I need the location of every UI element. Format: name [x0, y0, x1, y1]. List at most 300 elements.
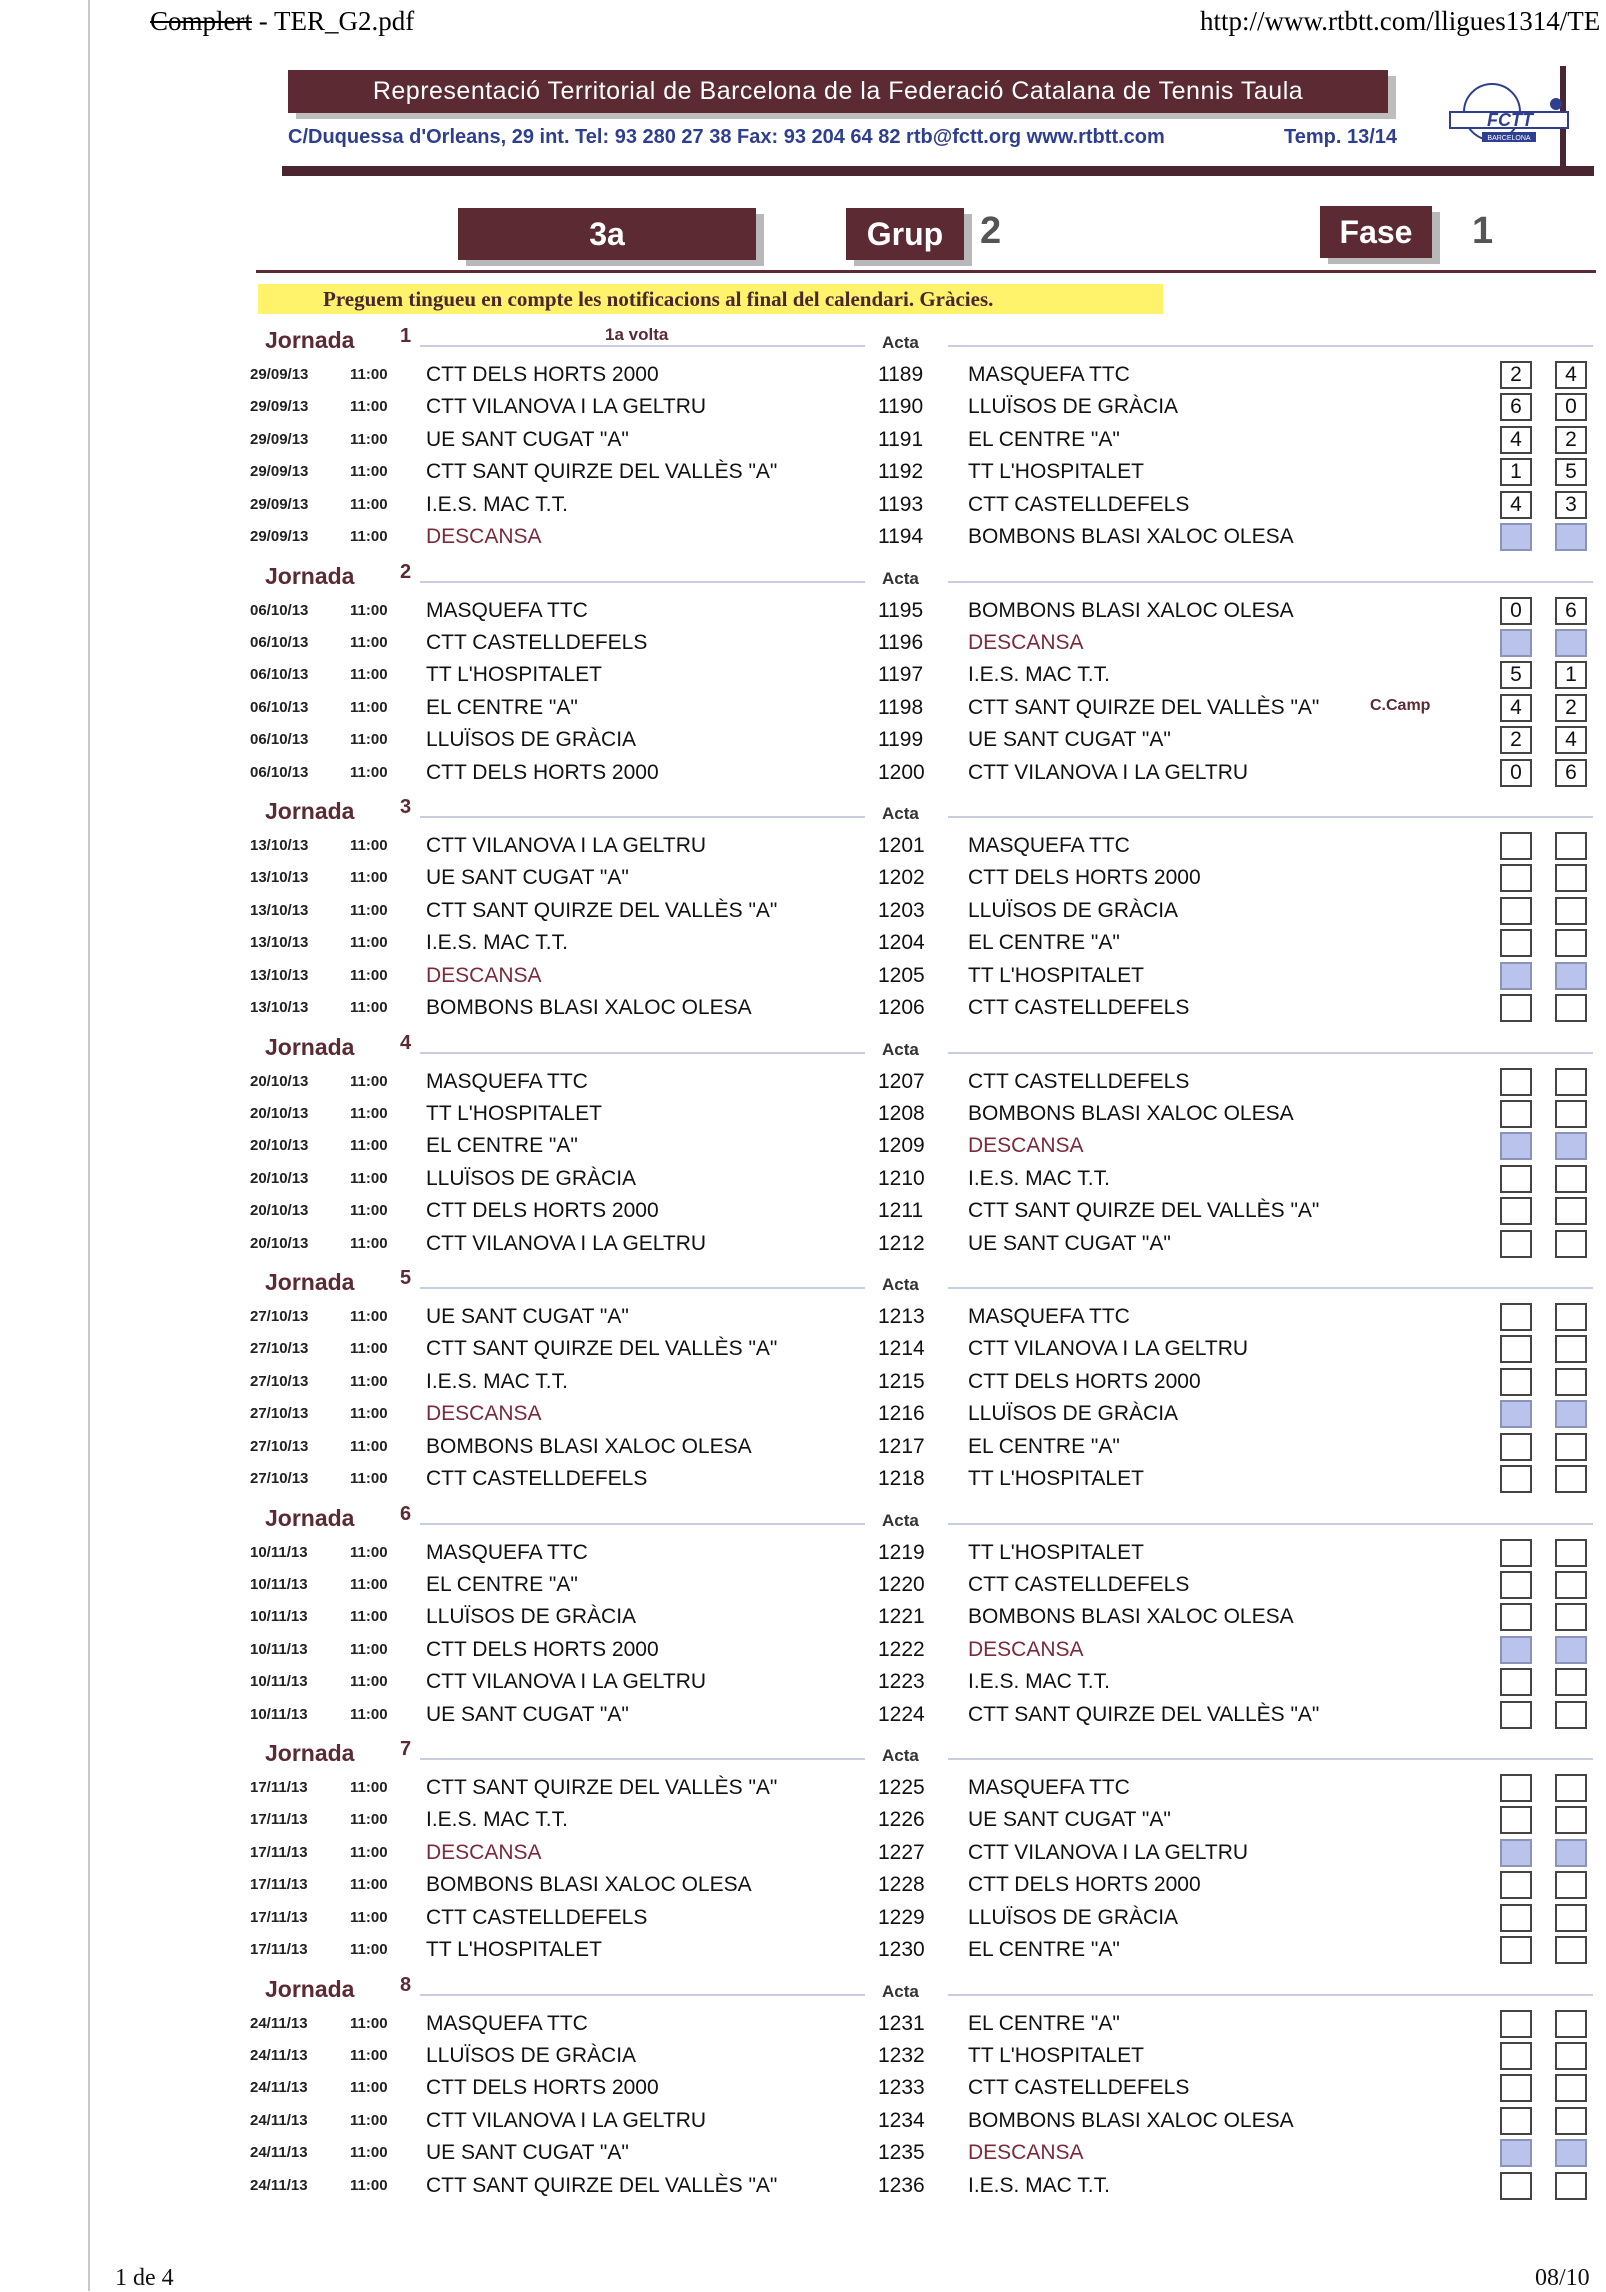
away-score-box[interactable] [1555, 1132, 1587, 1160]
match-date: 06/10/13 [250, 601, 309, 619]
match-time: 11:00 [350, 1340, 388, 1358]
home-team: UE SANT CUGAT "A" [426, 866, 629, 890]
acta-number: 1202 [878, 866, 925, 890]
jornada-rule-right [948, 345, 1593, 347]
away-team: MASQUEFA TTC [968, 1305, 1130, 1328]
home-score-box[interactable] [1500, 1433, 1532, 1461]
match-date: 24/11/13 [250, 2014, 308, 2032]
match-time: 11:00 [350, 2111, 388, 2129]
home-score-box[interactable] [1500, 1197, 1532, 1225]
away-score-box[interactable] [1555, 1668, 1587, 1696]
away-score-box[interactable] [1555, 2139, 1587, 2167]
away-score-box[interactable] [1555, 1368, 1587, 1396]
home-score-box[interactable] [1500, 1165, 1532, 1193]
away-team: CTT SANT QUIRZE DEL VALLÈS "A" [968, 695, 1320, 719]
away-score-box[interactable] [1555, 629, 1587, 657]
home-team: TT L'HOSPITALET [426, 1938, 602, 1961]
home-score-box[interactable] [1500, 1230, 1532, 1258]
match-time: 11:00 [350, 1543, 388, 1561]
match-date: 29/09/13 [250, 463, 309, 481]
match-date: 29/09/13 [250, 528, 309, 545]
home-team: I.E.S. MAC T.T. [426, 492, 568, 516]
match-time: 11:00 [350, 1779, 388, 1796]
match-time: 11:00 [350, 463, 388, 481]
jornada-number: 2 [400, 560, 412, 583]
away-team: MASQUEFA TTC [968, 834, 1130, 857]
home-team: BOMBONS BLASI XALOC OLESA [426, 1873, 752, 1897]
away-score-box[interactable] [1555, 864, 1587, 892]
match-date: 17/11/13 [250, 1941, 308, 1958]
match-date: 24/11/13 [250, 2176, 308, 2194]
away-score-box[interactable] [1555, 2172, 1587, 2200]
home-score-box[interactable] [1500, 1806, 1532, 1834]
match-date: 27/10/13 [250, 1437, 309, 1455]
away-score-box[interactable] [1555, 1936, 1587, 1964]
home-team: I.E.S. MAC T.T. [426, 1808, 568, 1832]
away-score-box[interactable] [1555, 1571, 1587, 1599]
match-date: 06/10/13 [250, 763, 309, 781]
title-struck-word: Complert [150, 6, 252, 36]
away-score-box[interactable] [1555, 1400, 1587, 1428]
match-date: 10/11/13 [250, 1543, 308, 1561]
home-team: CTT CASTELLDEFELS [426, 1905, 648, 1929]
acta-number: 1199 [878, 728, 924, 752]
home-team: CTT VILANOVA I LA GELTRU [426, 834, 707, 857]
home-team: EL CENTRE "A" [426, 1134, 578, 1158]
away-score-box[interactable]: 0 [1555, 393, 1587, 421]
match-date: 29/09/13 [250, 430, 309, 448]
away-score-box[interactable] [1555, 832, 1587, 860]
match-time: 11:00 [350, 2046, 388, 2064]
home-team: CTT SANT QUIRZE DEL VALLÈS "A" [426, 898, 778, 922]
match-date: 13/10/13 [250, 934, 309, 952]
away-score-box[interactable] [1555, 1904, 1587, 1932]
away-team: EL CENTRE "A" [968, 931, 1120, 955]
home-score-box[interactable] [1500, 1465, 1532, 1493]
phase-number: 1 [1472, 210, 1494, 252]
home-score-box[interactable] [1500, 2107, 1532, 2135]
match-date: 24/11/13 [250, 2079, 308, 2097]
away-team: TT L'HOSPITALET [968, 1540, 1144, 1564]
acta-number: 1224 [878, 1702, 925, 1726]
match-date: 17/11/13 [250, 1876, 308, 1894]
match-date: 17/11/13 [250, 1811, 308, 1829]
match-time: 11:00 [350, 1608, 388, 1626]
jornada-label: Jornada [265, 1504, 355, 1531]
jornada-rule-right [948, 1994, 1593, 1996]
home-score-box[interactable] [1500, 2139, 1532, 2167]
jornada-label: Jornada [265, 1033, 355, 1060]
acta-number: 1218 [878, 1467, 925, 1490]
acta-number: 1203 [878, 898, 925, 922]
away-team: UE SANT CUGAT "A" [968, 1231, 1171, 1255]
home-team: CTT SANT QUIRZE DEL VALLÈS "A" [426, 1776, 778, 1799]
home-score-box[interactable] [1500, 2172, 1532, 2200]
fctt-logo [1448, 78, 1570, 148]
away-score-box[interactable] [1555, 1433, 1587, 1461]
home-score-box[interactable] [1500, 1603, 1532, 1631]
away-score-box[interactable] [1555, 1335, 1587, 1363]
away-score-box[interactable]: 5 [1555, 458, 1587, 486]
match-time: 11:00 [350, 666, 388, 684]
match-date: 17/11/13 [250, 1908, 308, 1926]
match-date: 20/10/13 [250, 1234, 309, 1252]
match-date: 06/10/13 [250, 731, 309, 749]
match-time: 11:00 [350, 1811, 388, 1829]
match-date: 24/11/13 [250, 2111, 308, 2129]
acta-number: 1201 [878, 834, 925, 857]
acta-number: 1190 [878, 395, 924, 419]
away-score-box[interactable] [1555, 1871, 1587, 1899]
round-label: 1a volta [605, 325, 669, 344]
home-score-box[interactable] [1500, 832, 1532, 860]
home-team: LLUÏSOS DE GRÀCIA [426, 2043, 637, 2067]
home-team: UE SANT CUGAT "A" [426, 1305, 629, 1328]
acta-number: 1196 [878, 630, 924, 654]
home-score-box[interactable] [1500, 1668, 1532, 1696]
away-team: BOMBONS BLASI XALOC OLESA [968, 1101, 1294, 1125]
jornada-rule-left [420, 1994, 865, 1996]
acta-number: 1233 [878, 2076, 925, 2100]
acta-number: 1206 [878, 996, 925, 1019]
contact-details: C/Duquessa d'Orleans, 29 int. Tel: 93 280 27 38 Fax: 93 204 64 82 rtb@fctt.org www.rtbtt.com [288, 126, 1165, 148]
acta-number: 1189 [878, 363, 924, 386]
match-time: 11:00 [350, 1202, 388, 1220]
home-team: CTT SANT QUIRZE DEL VALLÈS "A" [426, 1337, 778, 1361]
away-score-box[interactable]: 2 [1555, 694, 1587, 722]
match-date: 27/10/13 [250, 1470, 309, 1487]
jornada-number: 1 [400, 325, 412, 347]
home-score-box[interactable] [1500, 1774, 1532, 1802]
jornada-number: 6 [400, 1502, 412, 1525]
match-time: 11:00 [350, 901, 388, 919]
acta-number: 1229 [878, 1905, 925, 1929]
home-score-box[interactable] [1500, 629, 1532, 657]
acta-number: 1214 [878, 1337, 925, 1361]
away-team: CTT DELS HORTS 2000 [968, 866, 1201, 890]
acta-number: 1213 [878, 1305, 925, 1328]
away-team: TT L'HOSPITALET [968, 460, 1144, 484]
home-team: LLUÏSOS DE GRÀCIA [426, 1166, 637, 1190]
acta-number: 1215 [878, 1369, 925, 1393]
away-team: DESCANSA [968, 2141, 1084, 2165]
match-date: 20/10/13 [250, 1072, 309, 1090]
away-score-box[interactable] [1555, 994, 1587, 1022]
away-score-box[interactable] [1555, 1774, 1587, 1802]
away-team: CTT VILANOVA I LA GELTRU [968, 1840, 1249, 1864]
jornada-rule-right [948, 1052, 1593, 1054]
home-score-box[interactable]: 4 [1500, 694, 1532, 722]
match-time: 11:00 [350, 633, 388, 651]
home-team: CTT DELS HORTS 2000 [426, 363, 659, 386]
away-score-box[interactable] [1555, 2010, 1587, 2038]
away-score-box[interactable] [1555, 1230, 1587, 1258]
acta-header: Acta [882, 568, 919, 588]
acta-number: 1205 [878, 963, 925, 987]
acta-number: 1220 [878, 1572, 925, 1596]
home-team: CTT SANT QUIRZE DEL VALLÈS "A" [426, 460, 778, 484]
home-score-box[interactable] [1500, 929, 1532, 957]
match-time: 11:00 [350, 1843, 388, 1861]
away-score-box[interactable] [1555, 1806, 1587, 1834]
jornada-rule-left [420, 581, 865, 583]
home-team: DESCANSA [426, 525, 542, 548]
acta-header: Acta [882, 1039, 919, 1059]
home-score-box[interactable] [1500, 897, 1532, 925]
home-score-box[interactable] [1500, 1701, 1532, 1729]
match-time: 11:00 [350, 528, 388, 545]
home-score-box[interactable] [1500, 994, 1532, 1022]
away-team: I.E.S. MAC T.T. [968, 1670, 1110, 1694]
home-score-box[interactable] [1500, 864, 1532, 892]
home-score-box[interactable] [1500, 2074, 1532, 2102]
away-score-box[interactable] [1555, 2074, 1587, 2102]
match-time: 11:00 [350, 2014, 388, 2032]
home-team: EL CENTRE "A" [426, 1572, 578, 1596]
away-score-box[interactable]: 4 [1555, 361, 1587, 389]
home-team: CTT VILANOVA I LA GELTRU [426, 1231, 707, 1255]
print-header-title [150, 6, 414, 37]
home-team: I.E.S. MAC T.T. [426, 931, 568, 955]
away-score-box[interactable] [1555, 1701, 1587, 1729]
away-team: EL CENTRE "A" [968, 427, 1120, 451]
away-score-box[interactable] [1555, 897, 1587, 925]
match-date: 10/11/13 [250, 1608, 308, 1626]
match-time: 11:00 [350, 869, 388, 887]
away-score-box[interactable] [1555, 1839, 1587, 1867]
away-team: BOMBONS BLASI XALOC OLESA [968, 1605, 1294, 1629]
group-number: 2 [980, 210, 1002, 252]
away-score-box[interactable] [1555, 962, 1587, 990]
page-edge-rule [88, 0, 90, 2291]
acta-number: 1209 [878, 1134, 925, 1158]
logo-sub-text: BARCELONA [1487, 135, 1531, 142]
home-team: BOMBONS BLASI XALOC OLESA [426, 996, 752, 1019]
away-score-box[interactable] [1555, 1465, 1587, 1493]
away-score-box[interactable] [1555, 1100, 1587, 1128]
away-team: CTT CASTELLDEFELS [968, 2076, 1190, 2100]
match-date: 27/10/13 [250, 1372, 309, 1390]
acta-number: 1222 [878, 1637, 925, 1661]
away-team: DESCANSA [968, 630, 1084, 654]
jornada-rule-left [420, 1052, 865, 1054]
home-score-box[interactable] [1500, 1132, 1532, 1160]
jornada-rule-left [420, 1523, 865, 1525]
acta-header: Acta [882, 333, 919, 352]
away-score-box[interactable] [1555, 523, 1587, 551]
away-team: CTT CASTELLDEFELS [968, 996, 1190, 1019]
home-score-box[interactable]: 4 [1500, 426, 1532, 454]
match-time: 11:00 [350, 1673, 388, 1691]
jornada-rule-right [948, 816, 1593, 818]
print-header-url[interactable]: http://www.rtbtt.com/lligues1314/TE [1200, 6, 1601, 36]
away-score-box[interactable] [1555, 2107, 1587, 2135]
home-score-box[interactable]: 4 [1500, 491, 1532, 519]
jornada-label: Jornada [265, 562, 355, 589]
jornada-label: Jornada [265, 1975, 355, 2002]
home-team: CTT DELS HORTS 2000 [426, 1199, 659, 1223]
away-score-box[interactable] [1555, 2042, 1587, 2070]
jornada-rule-left [420, 345, 865, 347]
title-filename: - TER_G2.pdf [252, 6, 415, 36]
match-time: 11:00 [350, 999, 388, 1016]
away-team: LLUÏSOS DE GRÀCIA [968, 898, 1179, 922]
home-score-box[interactable]: 0 [1500, 759, 1532, 787]
season-label: Temp. 13/14 [1284, 126, 1398, 148]
home-team: MASQUEFA TTC [426, 1069, 588, 1093]
match-date: 29/09/13 [250, 495, 309, 513]
acta-number: 1191 [878, 427, 924, 451]
home-score-box[interactable]: 2 [1500, 361, 1532, 389]
jornada-number: 7 [400, 1738, 412, 1760]
away-score-box[interactable] [1555, 1636, 1587, 1664]
away-team: BOMBONS BLASI XALOC OLESA [968, 598, 1294, 622]
acta-number: 1208 [878, 1101, 925, 1125]
match-date: 13/10/13 [250, 901, 309, 919]
away-team: CTT DELS HORTS 2000 [968, 1873, 1201, 1897]
away-team: I.E.S. MAC T.T. [968, 663, 1110, 687]
home-score-box[interactable]: 6 [1500, 393, 1532, 421]
home-score-box[interactable] [1500, 1636, 1532, 1664]
match-date: 20/10/13 [250, 1169, 309, 1187]
away-score-box[interactable] [1555, 1603, 1587, 1631]
home-score-box[interactable] [1500, 1571, 1532, 1599]
acta-number: 1193 [878, 492, 924, 516]
acta-number: 1228 [878, 1873, 925, 1897]
match-time: 11:00 [350, 763, 388, 781]
jornada-number: 5 [400, 1267, 412, 1289]
away-team: TT L'HOSPITALET [968, 963, 1144, 987]
title-rule [256, 270, 1596, 273]
home-score-box[interactable] [1500, 1400, 1532, 1428]
acta-number: 1219 [878, 1540, 925, 1564]
match-date: 06/10/13 [250, 666, 309, 684]
match-time: 11:00 [350, 1941, 388, 1958]
home-score-box[interactable] [1500, 1936, 1532, 1964]
home-team: CTT DELS HORTS 2000 [426, 760, 659, 784]
home-score-box[interactable] [1500, 1303, 1532, 1331]
category-box: 3a [458, 208, 756, 260]
acta-number: 1195 [878, 598, 924, 622]
home-score-box[interactable] [1500, 2010, 1532, 2038]
home-score-box[interactable]: 0 [1500, 597, 1532, 625]
away-score-box[interactable] [1555, 1197, 1587, 1225]
match-time: 11:00 [350, 1705, 388, 1723]
match-time: 11:00 [350, 495, 388, 513]
match-date: 24/11/13 [250, 2046, 308, 2064]
org-contact-line [288, 120, 1408, 154]
away-score-box[interactable]: 2 [1555, 426, 1587, 454]
home-team: CTT DELS HORTS 2000 [426, 1637, 659, 1661]
home-score-box[interactable] [1500, 1539, 1532, 1567]
match-time: 11:00 [350, 1372, 388, 1390]
jornada-rule-right [948, 581, 1593, 583]
away-team: I.E.S. MAC T.T. [968, 1166, 1110, 1190]
match-time: 11:00 [350, 601, 388, 619]
home-team: UE SANT CUGAT "A" [426, 2141, 629, 2165]
home-team: CTT CASTELLDEFELS [426, 1467, 648, 1490]
acta-number: 1227 [878, 1840, 925, 1864]
page-counter: 1 de 4 [115, 2265, 174, 2291]
match-date: 10/11/13 [250, 1705, 308, 1723]
away-score-box[interactable]: 6 [1555, 759, 1587, 787]
home-score-box[interactable] [1500, 1068, 1532, 1096]
match-time: 11:00 [350, 366, 388, 383]
home-team: UE SANT CUGAT "A" [426, 1702, 629, 1726]
acta-header: Acta [882, 1510, 919, 1530]
match-time: 11:00 [350, 2176, 388, 2194]
acta-number: 1210 [878, 1166, 925, 1190]
match-time: 11:00 [350, 1437, 388, 1455]
home-team: CTT SANT QUIRZE DEL VALLÈS "A" [426, 2173, 778, 2197]
jornada-number: 4 [400, 1031, 412, 1054]
home-score-box[interactable] [1500, 1904, 1532, 1932]
away-score-box[interactable] [1555, 1068, 1587, 1096]
home-score-box[interactable]: 5 [1500, 661, 1532, 689]
match-date: 29/09/13 [250, 398, 309, 416]
match-time: 11:00 [350, 1072, 388, 1090]
acta-number: 1221 [878, 1605, 925, 1629]
home-team: CTT DELS HORTS 2000 [426, 2076, 659, 2100]
home-team: BOMBONS BLASI XALOC OLESA [426, 1434, 752, 1458]
home-score-box[interactable] [1500, 1871, 1532, 1899]
match-time: 11:00 [350, 2144, 388, 2162]
away-score-box[interactable]: 6 [1555, 597, 1587, 625]
home-team: MASQUEFA TTC [426, 598, 588, 622]
away-team: CTT DELS HORTS 2000 [968, 1369, 1201, 1393]
acta-number: 1200 [878, 760, 925, 784]
away-score-box[interactable]: 1 [1555, 661, 1587, 689]
match-time: 11:00 [350, 1876, 388, 1894]
home-team: LLUÏSOS DE GRÀCIA [426, 728, 637, 752]
match-time: 11:00 [350, 1908, 388, 1926]
match-date: 06/10/13 [250, 633, 309, 651]
home-score-box[interactable] [1500, 1100, 1532, 1128]
home-team: MASQUEFA TTC [426, 2011, 588, 2035]
acta-number: 1235 [878, 2141, 925, 2165]
away-score-box[interactable] [1555, 1539, 1587, 1567]
home-team: MASQUEFA TTC [426, 1540, 588, 1564]
away-score-box[interactable] [1555, 1165, 1587, 1193]
home-score-box[interactable] [1500, 1335, 1532, 1363]
home-score-box[interactable] [1500, 1839, 1532, 1867]
away-team: CTT VILANOVA I LA GELTRU [968, 760, 1249, 784]
match-time: 11:00 [350, 1575, 388, 1593]
match-date: 13/10/13 [250, 869, 309, 887]
home-score-box[interactable] [1500, 962, 1532, 990]
header-bottom-rule [282, 166, 1594, 176]
away-score-box[interactable]: 4 [1555, 726, 1587, 754]
jornada-number: 8 [400, 1973, 412, 1996]
venue-note: C.Camp [1370, 696, 1431, 714]
away-team: CTT SANT QUIRZE DEL VALLÈS "A" [968, 1702, 1320, 1726]
away-team: TT L'HOSPITALET [968, 1467, 1144, 1490]
away-score-box[interactable] [1555, 929, 1587, 957]
match-time: 11:00 [350, 1169, 388, 1187]
home-score-box[interactable]: 2 [1500, 726, 1532, 754]
acta-number: 1234 [878, 2108, 925, 2132]
match-date: 27/10/13 [250, 1340, 309, 1358]
home-score-box[interactable] [1500, 523, 1532, 551]
home-score-box[interactable] [1500, 2042, 1532, 2070]
match-time: 11:00 [350, 2079, 388, 2097]
away-score-box[interactable]: 3 [1555, 491, 1587, 519]
match-time: 11:00 [350, 731, 388, 749]
match-time: 11:00 [350, 1308, 388, 1325]
home-score-box[interactable]: 1 [1500, 458, 1532, 486]
away-score-box[interactable] [1555, 1303, 1587, 1331]
home-score-box[interactable] [1500, 1368, 1532, 1396]
